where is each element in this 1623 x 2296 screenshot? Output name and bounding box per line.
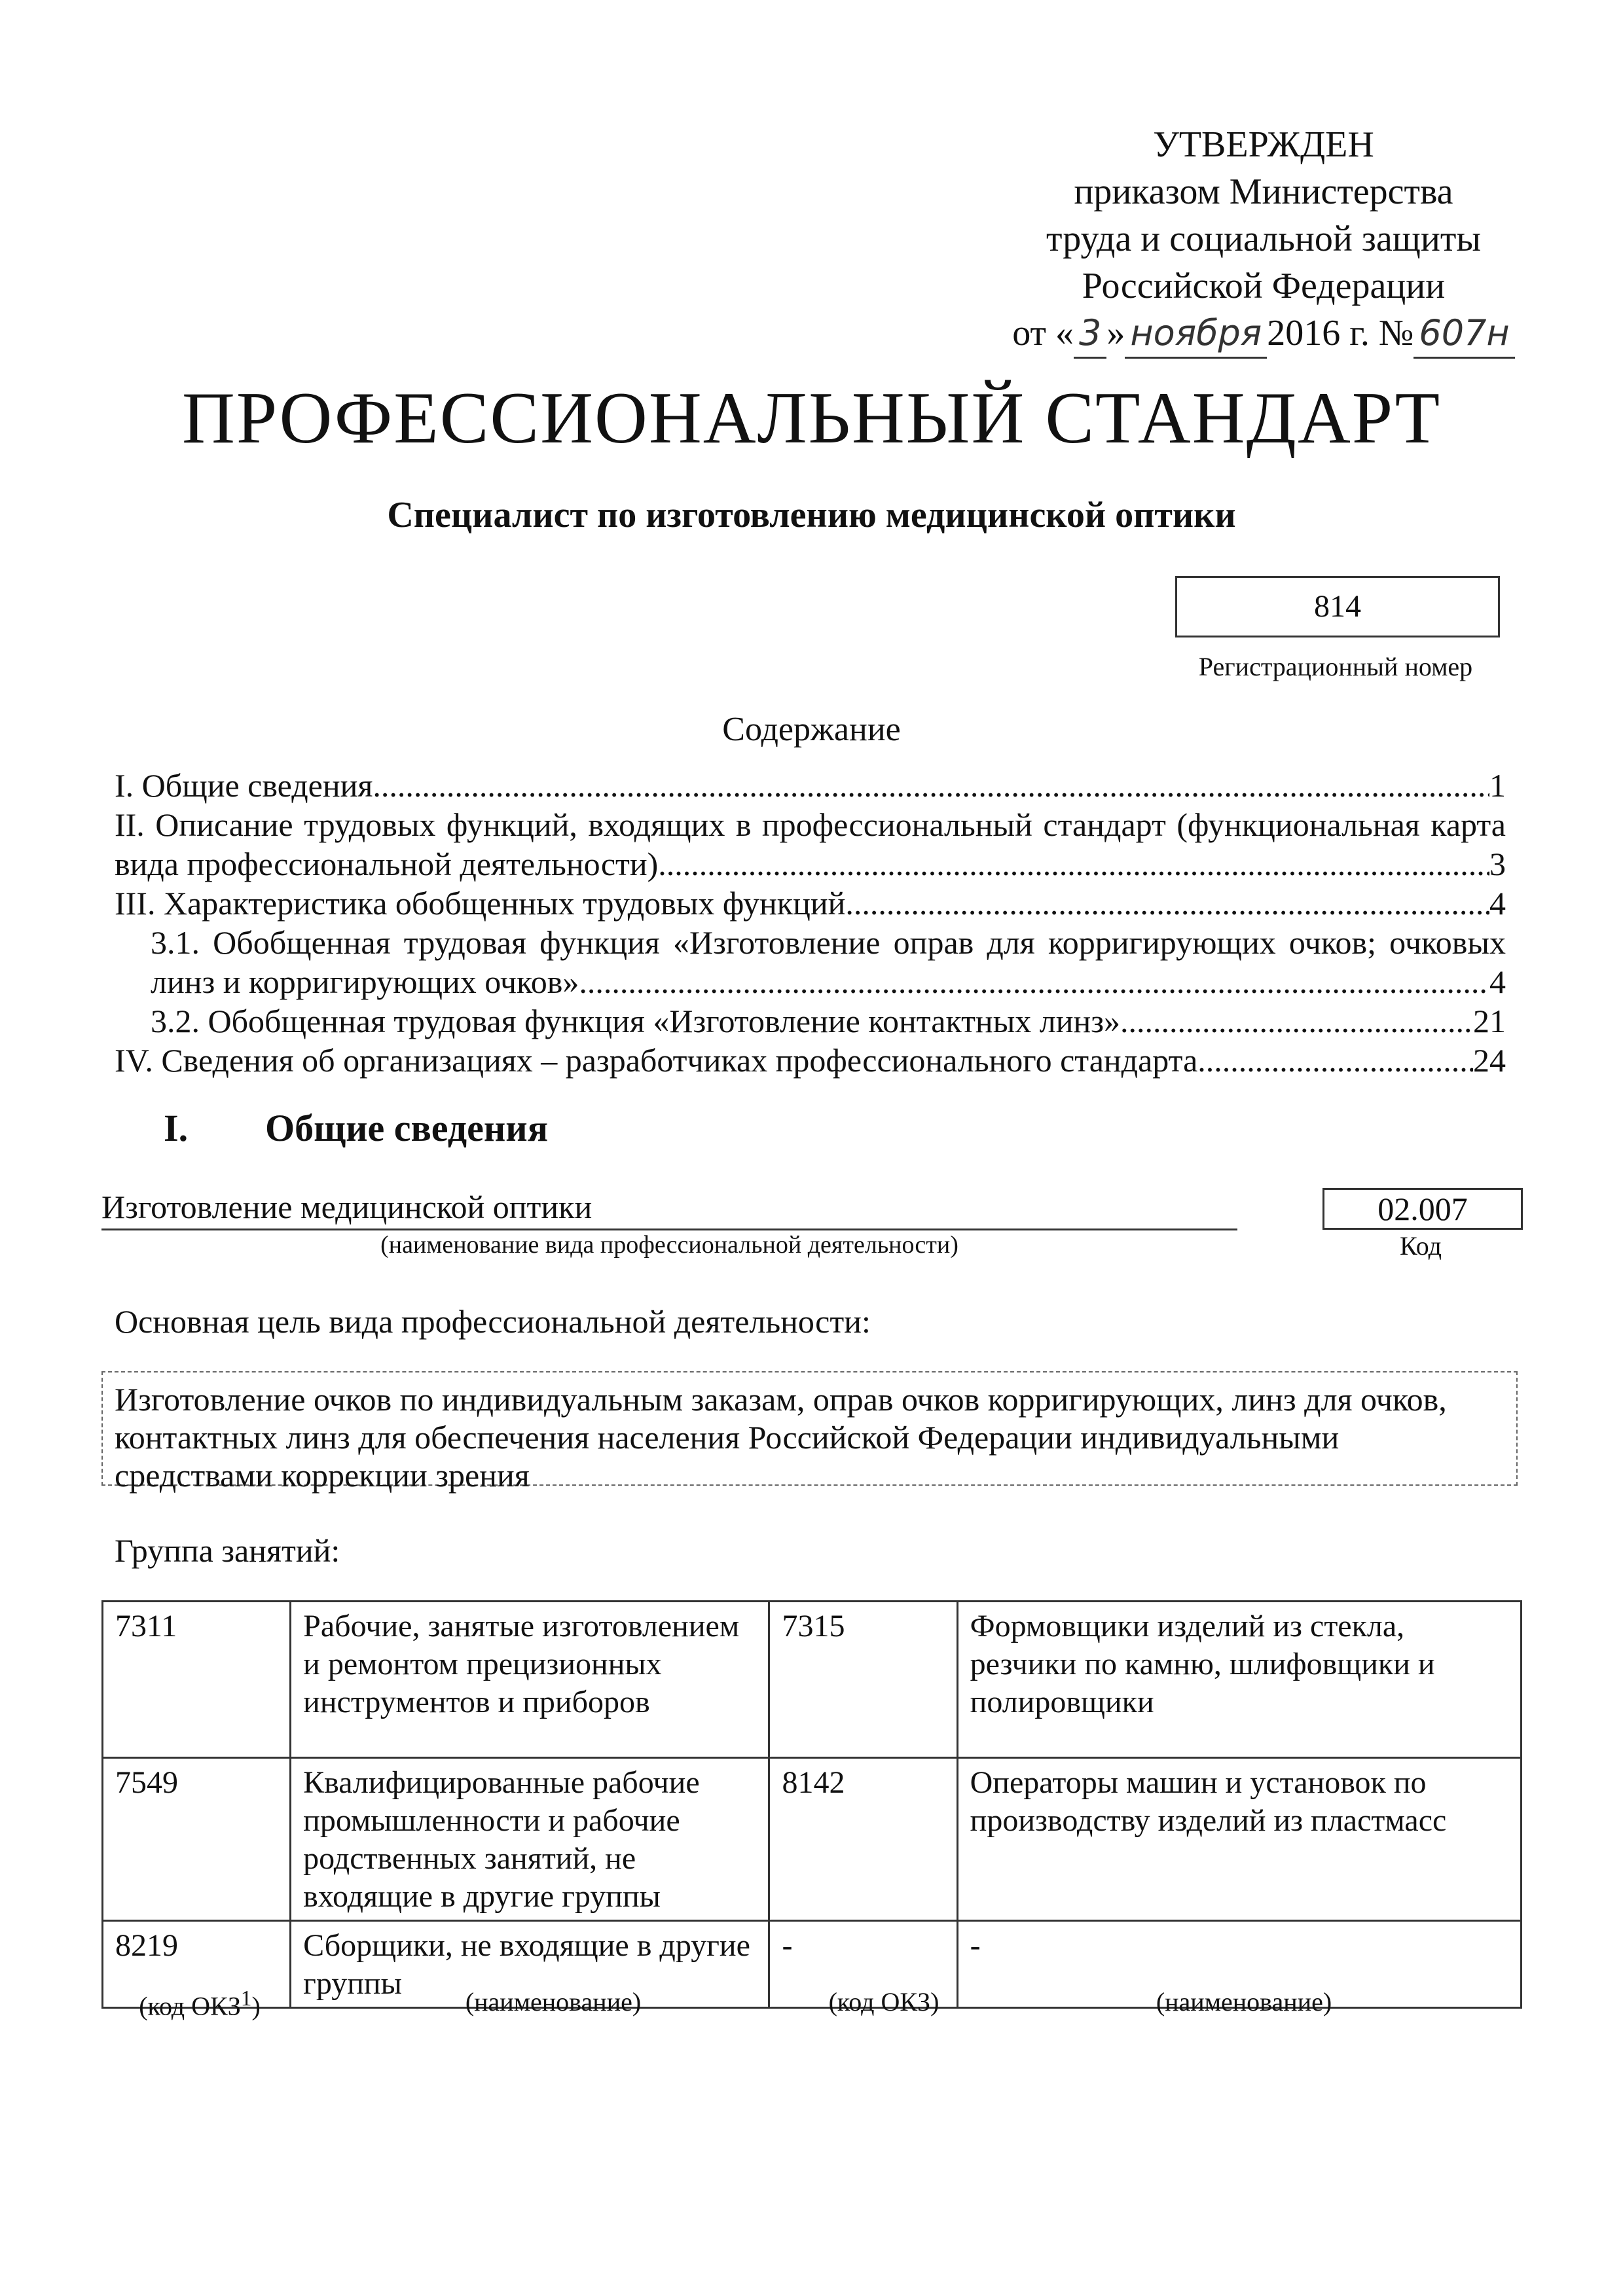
okz-code-cell: - — [769, 1921, 957, 2008]
toc-item[interactable]: 3.2. Обобщенная трудовая функция «Изготовление контактных линз» ..... 21 — [115, 1001, 1506, 1041]
approval-line-1: УТВЕРЖДЕН — [1153, 124, 1374, 165]
date-day: 3 — [1074, 310, 1106, 359]
occupation-groups-table — [101, 1600, 1522, 2009]
approval-block — [969, 121, 1558, 359]
okz-code-cell: 8219 — [103, 1921, 291, 2008]
activity-code: 02.007 — [1322, 1188, 1523, 1230]
toc-page: 3 — [1489, 846, 1506, 882]
toc-page: 1 — [1489, 767, 1506, 804]
okz-name-cell: Квалифицированные рабочие промышленности и рабочие родственных занятий, не входящие в другие группы — [291, 1758, 769, 1921]
groups-label: Группа занятий: — [115, 1532, 340, 1569]
toc-heading: Содержание — [722, 711, 901, 748]
activity-name: Изготовление медицинской оптики — [101, 1188, 1237, 1230]
date-mid: » — [1106, 313, 1125, 353]
okz-code-cell: 7311 — [103, 1602, 291, 1758]
document-subtitle: Специалист по изготовлению медицинской оптики — [387, 495, 1236, 535]
registration-number-box: 814 — [1175, 576, 1500, 637]
okz-code-cell: 7549 — [103, 1758, 291, 1921]
toc-item-line[interactable]: II. Описание трудовых функций, входящих в профессиональный стандарт (функциональная карта — [115, 806, 1506, 843]
approval-date-line — [969, 310, 1558, 359]
table-row — [103, 1602, 1522, 1758]
table-caption-code2: (код ОКЗ) — [828, 1987, 939, 2017]
table-caption-name1: (наименование) — [465, 1987, 642, 2017]
table-row — [103, 1758, 1522, 1921]
toc-item[interactable]: I. Общие сведения ..... 1 — [115, 766, 1506, 805]
toc-page: 24 — [1473, 1042, 1506, 1079]
okz-name-cell: Формовщики изделий из стекла, резчики по камню, шлифовщики и полировщики — [957, 1602, 1521, 1758]
okz-code-cell: 8142 — [769, 1758, 957, 1921]
approval-line-3: труда и социальной защиты — [1046, 219, 1481, 259]
toc-item[interactable]: линз и корригирующих очков» ..... 4 — [115, 962, 1506, 1001]
registration-number-caption: Регистрационный номер — [1198, 652, 1473, 681]
table-of-contents — [115, 766, 1506, 1080]
okz-code-cell: 7315 — [769, 1602, 957, 1758]
date-year: 2016 г. № — [1267, 313, 1414, 353]
okz-name-cell: Рабочие, занятые изготовлением и ремонтом прецизионных инструментов и приборов — [291, 1602, 769, 1758]
document-title: ПРОФЕССИОНАЛЬНЫЙ СТАНДАРТ — [182, 378, 1441, 459]
activity-caption: (наименование вида профессиональной деятельности) — [380, 1231, 958, 1259]
toc-item[interactable]: IV. Сведения об организациях – разработчиках профессионального стандарта ..... 24 — [115, 1041, 1506, 1080]
date-month: ноября — [1125, 310, 1267, 359]
okz-name-cell: Операторы машин и установок по производству изделий из пластмасс — [957, 1758, 1521, 1921]
goal-label: Основная цель вида профессиональной деятельности: — [115, 1303, 871, 1340]
order-number: 607н — [1413, 310, 1514, 359]
table-caption-code1: (код ОКЗ$^1$) — [139, 1986, 261, 2021]
table-caption-name2: (наименование) — [1156, 1987, 1332, 2017]
approval-line-2: приказом Министерства — [1074, 171, 1453, 212]
section-title: Общие сведения — [265, 1107, 549, 1149]
okz-name-cell: Сборщики, не входящие в другие группы — [291, 1921, 769, 2008]
approval-line-4: Российской Федерации — [1082, 266, 1446, 306]
okz-name-cell: - — [957, 1921, 1521, 2008]
toc-page: 4 — [1489, 885, 1506, 922]
activity-code-caption: Код — [1400, 1231, 1442, 1261]
date-prefix: от « — [1012, 313, 1074, 353]
section-number: I. — [164, 1107, 189, 1149]
toc-item[interactable]: III. Характеристика обобщенных трудовых функций ..... 4 — [115, 884, 1506, 923]
toc-item[interactable]: вида профессиональной деятельности) ..... 3 — [115, 844, 1506, 884]
toc-page: 4 — [1489, 963, 1506, 1000]
goal-text-box: Изготовление очков по индивидуальным заказам, оправ очков корригирующих, линз для очков, контактных линз для обеспечения населения Российской Федерации индивидуальными средствами коррекции зрения — [101, 1371, 1518, 1486]
toc-page: 21 — [1473, 1003, 1506, 1039]
toc-item-line[interactable]: 3.1. Обобщенная трудовая функция «Изготовление оправ для корригирующих очков; очковых — [151, 924, 1506, 961]
